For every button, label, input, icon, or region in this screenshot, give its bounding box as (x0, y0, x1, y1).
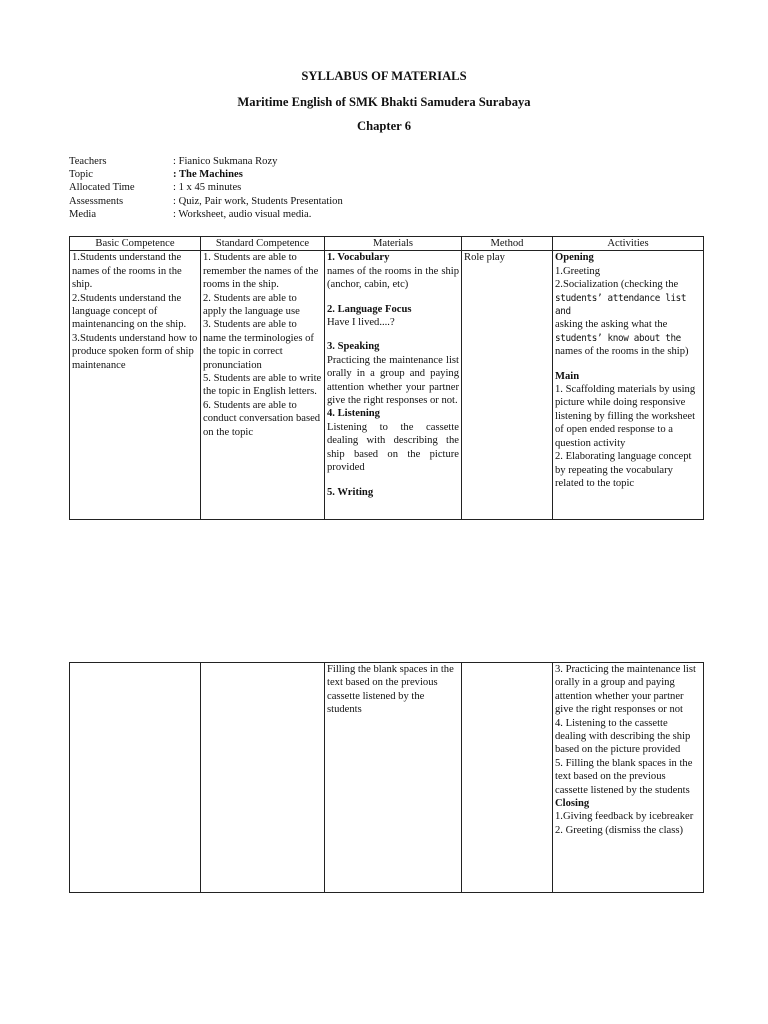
standard-item: 2. Students are able to apply the language use (203, 292, 300, 318)
basic-competence-cell (70, 663, 201, 893)
info-label: Allocated Time (69, 182, 135, 194)
syllabus-table-continued (69, 662, 704, 893)
material-text: names of the rooms in the ship (anchor, cabin, etc) (327, 265, 459, 291)
info-value: : Quiz, Pair work, Students Presentation (173, 195, 343, 207)
activities-cell (553, 251, 704, 520)
material-heading: 5. Writing (327, 486, 374, 498)
basic-item: 1.Students understand the names of the rooms in the ship. (72, 252, 182, 291)
info-row-teachers (69, 155, 343, 168)
material-text: Filling the blank spaces in the text based on the previous cassette listened by the students (327, 664, 454, 716)
material-text: Have I lived....? (327, 317, 395, 329)
document-title: SYLLABUS OF MATERIALS (301, 69, 467, 83)
material-text: Listening to the cassette dealing with describing the ship based on the picture provided (327, 421, 459, 474)
material-heading: 4. Listening (327, 408, 380, 420)
activity-item: 4. Listening to the cassette dealing with describing the ship based on the picture provided (555, 717, 691, 756)
materials-cell (325, 251, 462, 520)
activity-item: 2. Greeting (dismiss the class) (555, 824, 683, 836)
header-standard-competence: Standard Competence (201, 237, 325, 251)
basic-item: 2.Students understand the language concept of maintenancing on the ship. (72, 292, 187, 331)
activity-heading: Opening (555, 252, 594, 264)
standard-item: 6. Students are able to conduct conversation based on the topic (203, 399, 321, 438)
info-row-topic (69, 168, 343, 181)
standard-item: 3. Students are able to name the terminologies of the topic in correct pronunciation (203, 319, 314, 371)
table-header-row (70, 237, 704, 251)
standard-competence-cell (201, 663, 325, 893)
standard-competence-cell (201, 251, 325, 520)
info-value: : 1 x 45 minutes (173, 182, 242, 194)
basic-competence-cell (70, 251, 201, 520)
activity-item: 3. Practicing the maintenance list orally in a group and paying attention whether your partner give the right responses or not (555, 664, 696, 716)
activity-heading: Closing (555, 798, 590, 810)
standard-item: 1. Students are able to remember the names of the rooms in the ship. (203, 252, 319, 291)
document-subtitle: Maritime English of SMK Bhakti Samudera Surabaya (237, 95, 531, 109)
activity-item: asking the asking what the (555, 319, 668, 331)
info-row-assessments (69, 195, 343, 208)
header-method: Method (462, 237, 553, 251)
activities-cell (553, 663, 704, 893)
header-activities: Activities (553, 237, 704, 251)
info-value: : Worksheet, audio visual media. (173, 208, 312, 220)
info-label: Assessments (69, 195, 124, 207)
info-value: : Fianico Sukmana Rozy (173, 156, 278, 167)
info-row-allocated-time (69, 181, 343, 194)
activity-item: 2. Elaborating language concept by repeating the vocabulary related to the topic (555, 451, 692, 489)
info-label: Teachers (69, 156, 107, 167)
info-label: Media (69, 208, 97, 220)
activity-item: names of the rooms in the ship) (555, 346, 689, 358)
syllabus-table (69, 236, 704, 520)
activity-item: 2.Socialization (checking the (555, 279, 679, 291)
materials-cell (325, 663, 462, 893)
chapter-heading: Chapter 6 (357, 119, 411, 133)
activity-heading: Main (555, 370, 580, 382)
material-heading: 1. Vocabulary (327, 252, 390, 264)
material-text: Practicing the maintenance list orally in a group and paying attention whether your partner give the right responses or not. (327, 354, 459, 407)
activity-item: 1.Giving feedback by icebreaker (555, 811, 694, 823)
activity-item: students’ attendance list and (555, 292, 687, 318)
method-text: Role play (464, 252, 505, 264)
basic-item: 3.Students understand how to produce spoken form of ship maintenance (72, 332, 198, 371)
activity-item: students’ know about the (555, 332, 681, 344)
table-row (70, 251, 704, 520)
material-heading: 2. Language Focus (327, 303, 412, 315)
activity-item: 1. Scaffolding materials by using picture while doing responsive listening by filling the worksheet of open ended response to a question activity (555, 384, 696, 449)
material-heading: 3. Speaking (327, 341, 380, 353)
standard-item: 5. Students are able to write the topic in English letters. (203, 373, 322, 398)
table-row (70, 663, 704, 893)
info-block (69, 155, 343, 221)
activity-item: 1.Greeting (555, 265, 601, 277)
method-cell (462, 251, 553, 520)
info-label: Topic (69, 169, 93, 181)
header-basic-competence: Basic Competence (70, 237, 201, 251)
header-materials: Materials (325, 237, 462, 251)
activity-item: 5. Filling the blank spaces in the text based on the previous cassette listened by the students (555, 757, 693, 796)
info-row-media (69, 208, 343, 221)
method-cell (462, 663, 553, 893)
info-value: : The Machines (173, 169, 243, 181)
